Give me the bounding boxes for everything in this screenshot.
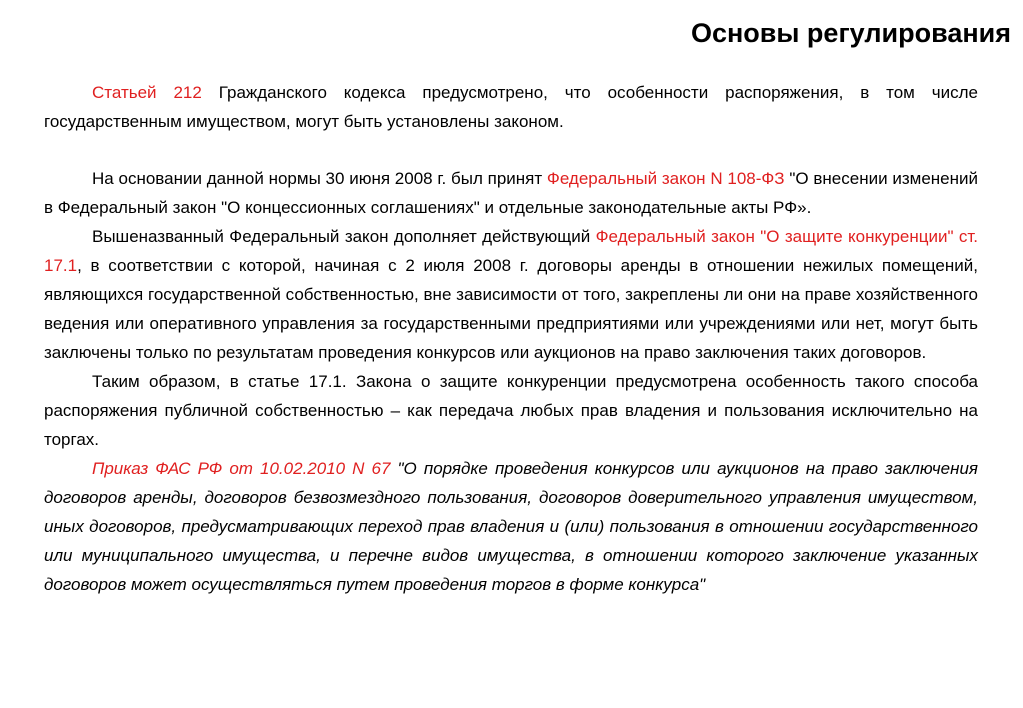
- link-federal-law-108[interactable]: Федеральный закон N 108-ФЗ: [546, 169, 785, 188]
- paragraph-2-before: На основании данной нормы 30 июня 2008 г. был принят: [92, 169, 547, 188]
- paragraph-3: [44, 222, 978, 367]
- paragraph-5: [44, 454, 978, 599]
- page-title: Основы регулирования: [690, 18, 1011, 48]
- document-body: [44, 78, 978, 599]
- paragraph-2: [44, 164, 978, 222]
- paragraph-1-text: Гражданского кодекса предусмотрено, что особенности распоряжения, в том числе государственным имуществом, могут быть установлены законом.: [44, 83, 979, 131]
- paragraph-3-before: Вышеназванный Федеральный закон дополняет действующий: [92, 227, 596, 246]
- paragraph-2-after: "О внесении изменений в Федеральный закон "О концессионных соглашениях" и отдельные законодательные акты РФ».: [44, 169, 978, 217]
- paragraph-4-text: Таким образом, в статье 17.1. Закона о защите конкуренции предусмотрена особенность такого способа распоряжения публичной собственностью – как передача любых прав владения и пользования исключительно на торгах.: [44, 372, 978, 449]
- paragraph-4: [44, 367, 978, 454]
- link-fas-order-67[interactable]: Приказ ФАС РФ от 10.02.2010 N 67: [92, 459, 391, 478]
- link-competition-law-17-1[interactable]: Федеральный закон "О защите конкуренции" ст. 17.1: [44, 227, 979, 275]
- paragraph-5-text: "О порядке проведения конкурсов или аукционов на право заключения договоров аренды, договоров безвозмездного пользования, договоров доверительного управления имуществом, иных договоров, предусматривающих переход прав владения и (или) пользования в отношении государственного или муниципального имущества, и перечне видов имущества, в отношении которого заключение указанных договоров может осуществляться путем проведения торгов в форме конкурса": [44, 459, 978, 594]
- link-article-212[interactable]: Статьей 212: [92, 83, 202, 102]
- paragraph-1: [44, 78, 978, 136]
- paragraph-3-after: , в соответствии с которой, начиная с 2 июля 2008 г. договоры аренды в отношении нежилых помещений, являющихся государственной собственностью, вне зависимости от того, закреплены ли они на праве хозяйственного ведения или оперативного управления за государственными предприятиями или учреждениями или нет, могут быть заключены только по результатам проведения конкурсов или аукционов на право заключения таких договоров.: [44, 256, 978, 362]
